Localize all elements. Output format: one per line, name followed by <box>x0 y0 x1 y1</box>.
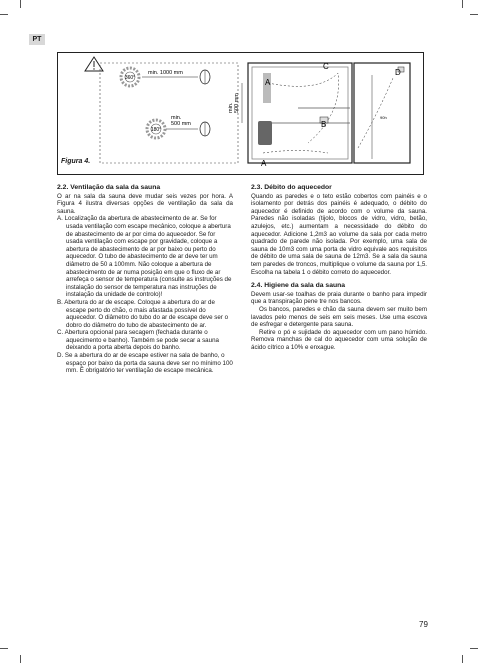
crop-mark <box>462 0 463 8</box>
vertical-min-label: min. <box>228 102 234 113</box>
crop-mark <box>20 0 21 8</box>
crop-mark <box>462 655 463 663</box>
list-item: B. Abertura do ar de escape. Coloque a abertura do ar de escape perto do chão, o mais afastada possível do aquecedor. O diâmetro do tubo do ar de escape deve ser o dobro do diâmetro do tubo de abastecimento de ar. <box>57 298 229 329</box>
section-heading: 2.2. Ventilação da sala da sauna <box>57 184 161 191</box>
crop-mark <box>0 648 8 649</box>
paragraph: O ar na sala da sauna deve mudar seis vezes por hora. A Figura 4 ilustra diversas opções de ventilação da sala da sauna. <box>57 192 233 215</box>
right-column <box>251 184 427 351</box>
vertical-500-label: 500 mm <box>234 93 240 113</box>
language-badge: PT <box>29 34 45 45</box>
page-number: 79 <box>419 620 428 629</box>
crop-mark <box>470 648 478 649</box>
vent-D-label: D <box>395 68 401 77</box>
vent-A-bottom-label: A <box>261 159 267 168</box>
sauna-room-section <box>248 63 352 163</box>
figure-caption: Figura 4. <box>61 158 91 165</box>
ventilation-figure <box>57 52 424 175</box>
min-500-label-2: 500 mm <box>171 121 191 127</box>
crop-mark <box>20 655 21 663</box>
warning-icon <box>85 57 103 71</box>
vent-A-top-label: A <box>265 78 271 87</box>
section-heading: 2.4. Higiene da sala da sauna <box>251 282 346 290</box>
ventilation-diagram <box>58 53 423 174</box>
left-column <box>57 184 233 375</box>
crop-mark <box>470 14 478 15</box>
paragraph: Os bancos, paredes e chão da sauna devem ser muito bem lavados pelo menos de seis em seis meses. Use uma escova de esfregar e detergente para sauna. <box>251 305 427 329</box>
vent-B-label: B <box>321 120 327 129</box>
duration-label: 90h <box>380 115 387 120</box>
min-1000-label: min. 1000 mm <box>148 70 183 76</box>
angle-180-label: 180° <box>150 127 162 133</box>
list-item: A. Localização da abertura de abastecimento de ar. Se for usada ventilação com escape mecânico, coloque a abertura de abastecimento de ar por cima do aquecedor. Se for usada ventilação com escape por gravidade, coloque a abertura de abastecimento de ar por baixo ou perto do aquecedor. O tubo de abastecimento de ar deve ter um diâmetro de 50 a 100mm. Não coloque a abertura de abastecimento de ar numa posição em que o fluxo de ar arrefeça o sensor de temperatura (consulte as instruções de instalação do sensor de temperatura nas instruções de instalação da unidade de controlo)! <box>57 215 232 299</box>
list-item: C. Abertura opcional para secagem (fechada durante o aquecimento e banho). Também se pode secar a sauna deixando a porta aberta depois do banho. <box>57 329 219 352</box>
heater-icon <box>258 121 272 145</box>
crop-mark <box>0 14 8 15</box>
paragraph: Retire o pó e sujidade do aquecedor com um pano húmido. Remova manchas de cal do aquecedor com uma solução de ácido cítrico a 10% e enxague. <box>251 328 427 351</box>
paragraph: Quando as paredes e o teto estão cobertos com painéis e o isolamento por detrás dos painéis é adequado, o débito do aquecedor é definido de acordo com o volume da sauna. Paredes não isoladas (tijolo, blocos de vidro, vidro, betão, azulejos, etc.) aumentam a necessidade do débito do aquecedor. Adicione 1,2m3 ao volume da sala por cada metro quadrado de parede não isolada. Por exemplo, uma sala de sauna de 10m3 com uma porta de vidro equivale aos requisitos de débito de uma sala de sauna de 12m3. Se a sala da sauna tem paredes de troncos, multiplique o volume da sauna por 1,5. Escolha na tabela 1 o débito correto do aquecedor. <box>251 192 427 276</box>
list-item: D. Se a abertura do ar de escape estiver na sala de banho, o espaço por baixo da porta da sauna deve ser no mínimo 100 mm. É obrigatório ter ventilação de escape mecânica. <box>57 352 233 375</box>
angle-360-label: 360° <box>124 75 136 81</box>
wash-room-section <box>354 63 410 163</box>
paragraph: Devem usar-se toalhas de praia durante o banho para impedir que a transpiração pene tre nos bancos. <box>251 290 427 306</box>
section-heading: 2.3. Débito do aquecedor <box>251 184 332 191</box>
min-500-label-1: min. <box>171 115 182 121</box>
vent-C-label: C <box>323 62 329 71</box>
